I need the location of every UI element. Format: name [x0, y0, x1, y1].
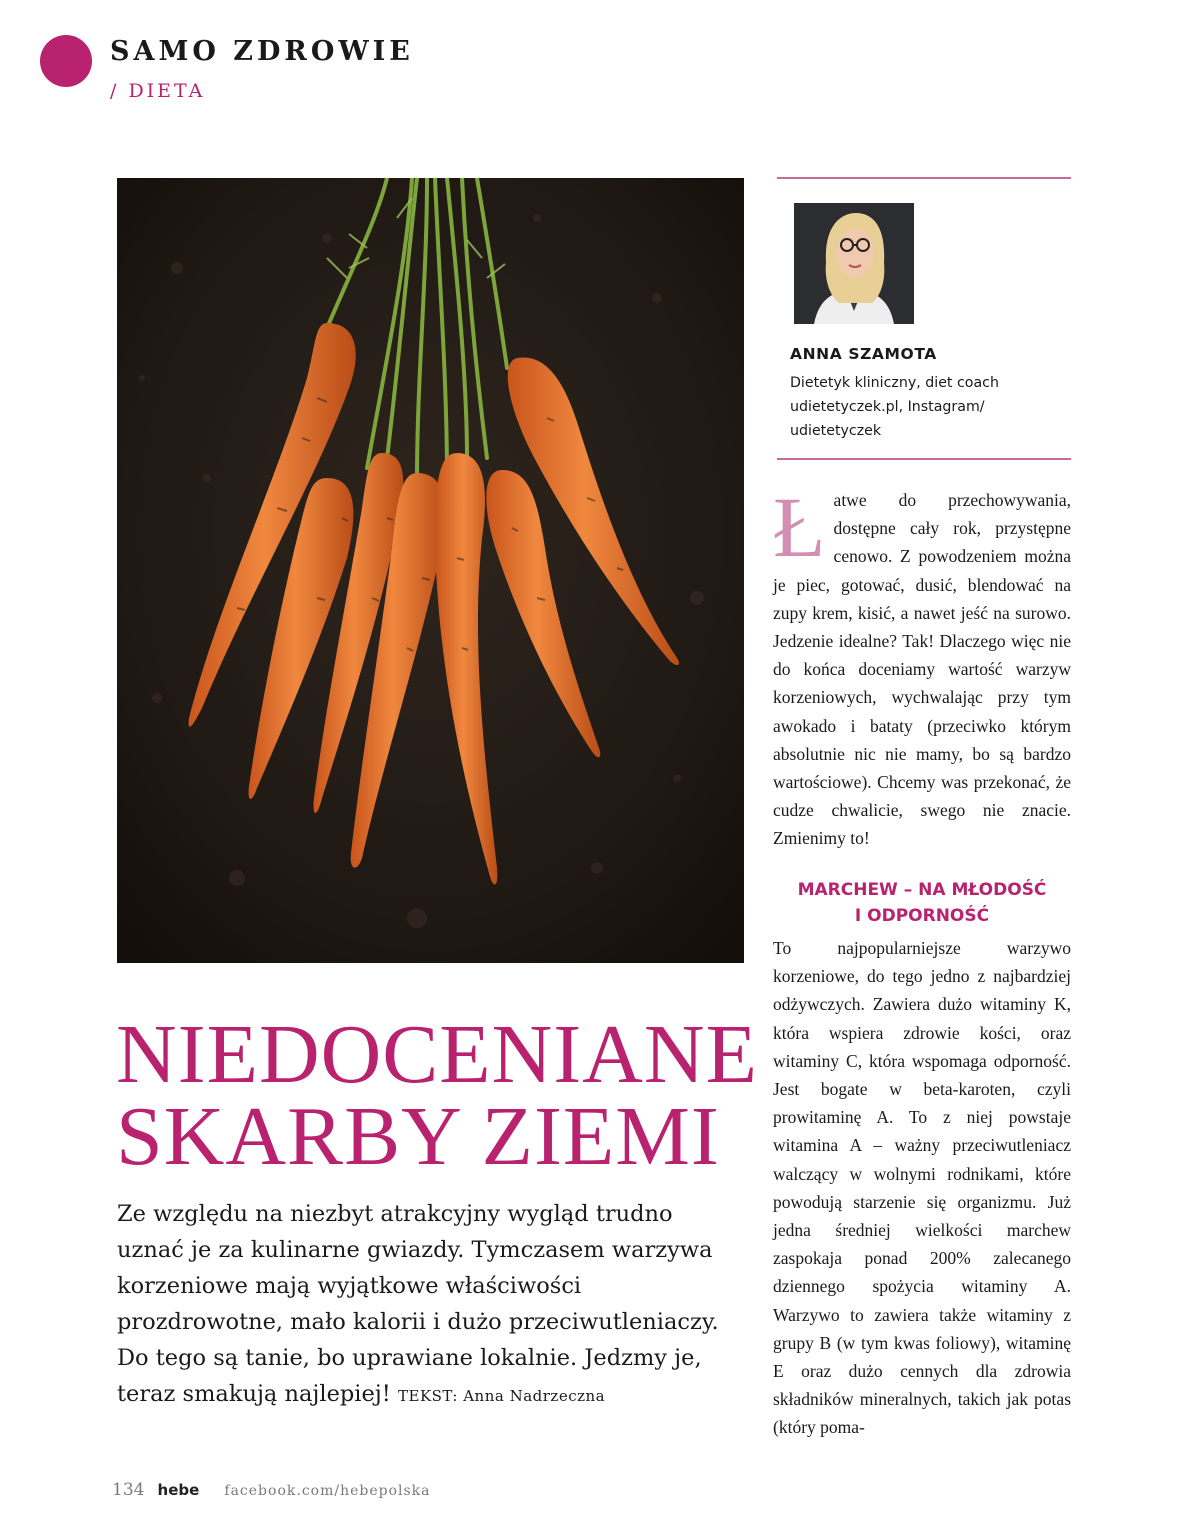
subsection-title: / DIETA	[110, 80, 206, 102]
section-dot-icon	[40, 35, 92, 87]
author-photo	[794, 203, 914, 324]
page-number: 134	[112, 1480, 145, 1500]
intro-text: atwe do przechowywania, dostępne cały rok, przystępne cenowo. Z powodzeniem można je piec, gotować, dusić, blendować na zupy krem, kisić, a nawet jeść na surowo. Jedzenie idealne? Tak! Dlaczego więc nie do końca doceniamy wartość warzyw korzeniowych, wychwalając przy tym awokado i bataty (przeciwko którym absolutnie nic nie mamy, bo są bardzo wartościowe). Chcemy was przekonać, że cudze chwalicie, swego nie znacie. Zmienimy to!	[773, 490, 1071, 849]
divider-top	[777, 177, 1071, 179]
brand-logo: hebe	[157, 1481, 200, 1499]
article-title-line1: NIEDOCENIANE	[116, 1008, 758, 1101]
author-role-line1: Dietetyk kliniczny, diet coach	[790, 375, 999, 391]
article-title	[116, 1008, 758, 1183]
section-heading-line2: I ODPORNOŚĆ	[854, 906, 990, 926]
facebook-link[interactable]: facebook.com/hebepolska	[224, 1483, 431, 1499]
author-role	[790, 371, 1050, 443]
article-lead	[117, 1196, 742, 1414]
drop-cap: Ł	[773, 479, 826, 575]
author-role-line2: udietetyczek.pl, Instagram/	[790, 399, 985, 415]
section-heading-carrot	[773, 877, 1071, 929]
carrots-photo	[117, 178, 744, 963]
author-credit: TEKST: Anna Nadrzeczna	[397, 1387, 606, 1405]
carrot-paragraph: To najpopularniejsze warzywo korzeniowe, do tego jedno z najbardziej odżywczych. Zawiera dużo witaminy K, która wspiera zdrowie kości, oraz witaminy C, która wspomaga odporność. Jest bogate w beta-karoten, czyli prowitaminę A. To z niej powstaje witamina A – ważny przeciwutleniacz walczący w wolnymi rodnikami, które powodują starzenie się organizmu. Już jedna średniej wielkości marchew zaspokaja ponad 200% zalecanego dziennego spożycia witaminy A. Warzywo to zawiera także witaminy z grupy B (w tym kwas foliowy), witaminę E oraz dużo cennych dla zdrowia składników mineralnych, takich jak potas (który poma-	[773, 938, 1071, 1438]
article-title-line2: SKARBY ZIEMI	[116, 1090, 720, 1183]
page-footer	[112, 1480, 431, 1500]
author-name: ANNA SZAMOTA	[790, 345, 937, 363]
divider-bottom	[777, 458, 1071, 460]
section-heading-line1: MARCHEW – NA MŁODOŚĆ	[797, 880, 1047, 900]
intro-paragraph	[773, 479, 1071, 853]
lead-text: Ze względu na niezbyt atrakcyjny wygląd trudno uznać je za kulinarne gwiazdy. Tymczasem warzywa korzeniowe mają wyjątkowe właściwości prozdrowotne, mało kalorii i dużo przeciwutleniaczy. Do tego są tanie, bo uprawiane lokalnie. Jedzmy je, teraz smakują najlepiej!	[117, 1201, 719, 1407]
author-role-line3: udietetyczek	[790, 423, 882, 439]
section-title: SAMO ZDROWIE	[110, 36, 414, 67]
